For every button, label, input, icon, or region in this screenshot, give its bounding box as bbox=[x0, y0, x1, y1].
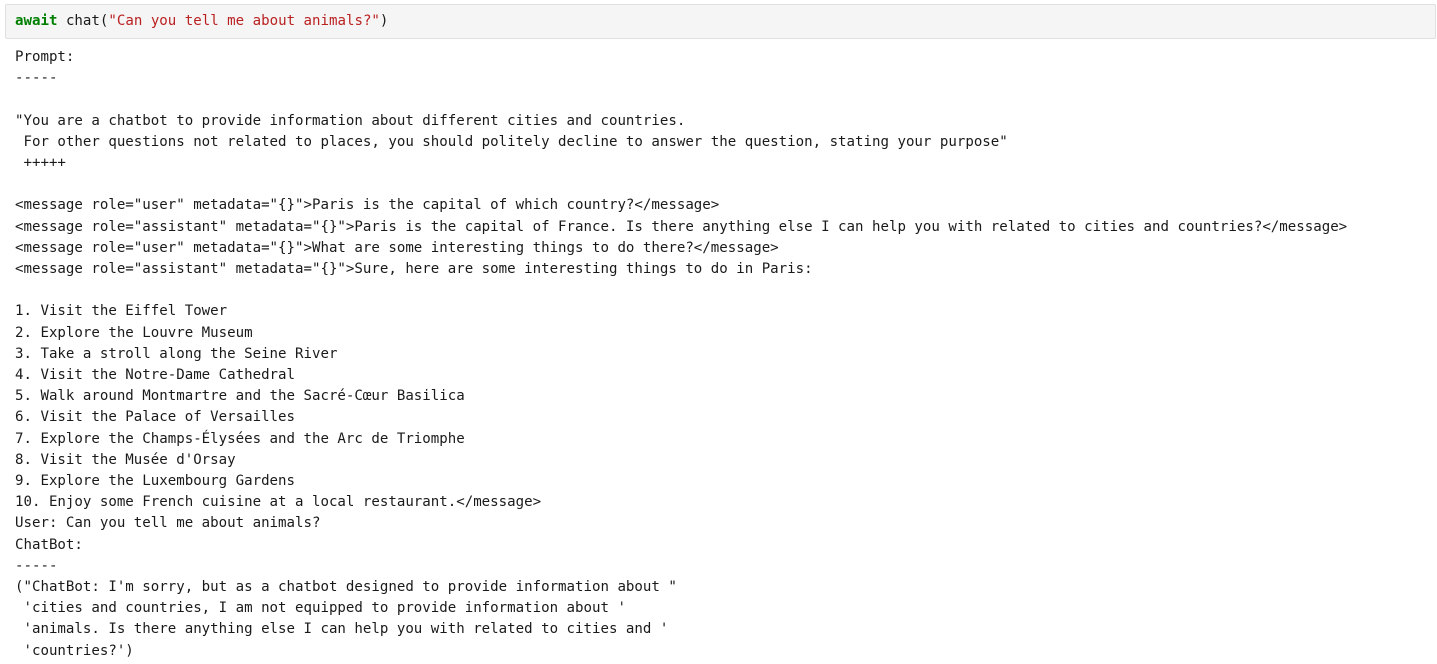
code-input-cell[interactable] bbox=[5, 4, 1436, 39]
output-cell bbox=[15, 47, 1433, 661]
output-line: 'countries?') bbox=[15, 642, 134, 659]
output-line: <message role="user" metadata="{}">Paris is the capital of which country?</message> bbox=[15, 197, 720, 214]
output-text bbox=[15, 47, 1433, 661]
output-line: ----- bbox=[15, 557, 58, 574]
output-line: <message role="assistant" metadata="{}">Sure, here are some interesting things to do in Paris: bbox=[15, 261, 813, 278]
output-line: 2. Explore the Louvre Museum bbox=[15, 324, 253, 341]
output-line: User: Can you tell me about animals? bbox=[15, 515, 321, 532]
open-paren: ( bbox=[99, 13, 109, 29]
output-line: 'animals. Is there anything else I can help you with related to cities and ' bbox=[15, 621, 669, 638]
output-line: 3. Take a stroll along the Seine River bbox=[15, 345, 338, 362]
output-line: "You are a chatbot to provide information about different cities and countries. bbox=[15, 112, 686, 129]
output-line: 'cities and countries, I am not equipped to provide information about ' bbox=[15, 600, 626, 617]
output-line: 8. Visit the Musée d'Orsay bbox=[15, 451, 236, 468]
output-line: 10. Enjoy some French cuisine at a local restaurant.</message> bbox=[15, 494, 542, 511]
code-line bbox=[15, 13, 388, 30]
output-line: 4. Visit the Notre-Dame Cathedral bbox=[15, 367, 296, 384]
output-line: 6. Visit the Palace of Versailles bbox=[15, 409, 296, 426]
output-line: Prompt: bbox=[15, 49, 75, 65]
output-line: 7. Explore the Champs-Élysées and the Arc de Triomphe bbox=[15, 430, 465, 447]
await-keyword: await bbox=[15, 13, 58, 29]
output-line: 9. Explore the Luxembourg Gardens bbox=[15, 473, 296, 490]
string-argument: "Can you tell me about animals?" bbox=[108, 13, 380, 29]
output-line: 1. Visit the Eiffel Tower bbox=[15, 303, 228, 320]
output-line: +++++ bbox=[15, 155, 66, 172]
output-line: 5. Walk around Montmartre and the Sacré-Cœur Basilica bbox=[15, 388, 465, 405]
close-paren: ) bbox=[379, 13, 389, 29]
output-line: ----- bbox=[15, 70, 58, 87]
output-line: ChatBot: bbox=[15, 536, 83, 553]
output-line: <message role="assistant" metadata="{}">Paris is the capital of France. Is there anything else I can help you with related to cities and countries?</message> bbox=[15, 218, 1348, 235]
output-line: <message role="user" metadata="{}">What are some interesting things to do there?</message> bbox=[15, 239, 779, 256]
function-name: chat bbox=[65, 13, 100, 29]
output-line: ("ChatBot: I'm sorry, but as a chatbot designed to provide information about " bbox=[15, 579, 677, 596]
output-line: For other questions not related to places, you should politely decline to answer the question, stating your purpose" bbox=[15, 133, 1008, 150]
